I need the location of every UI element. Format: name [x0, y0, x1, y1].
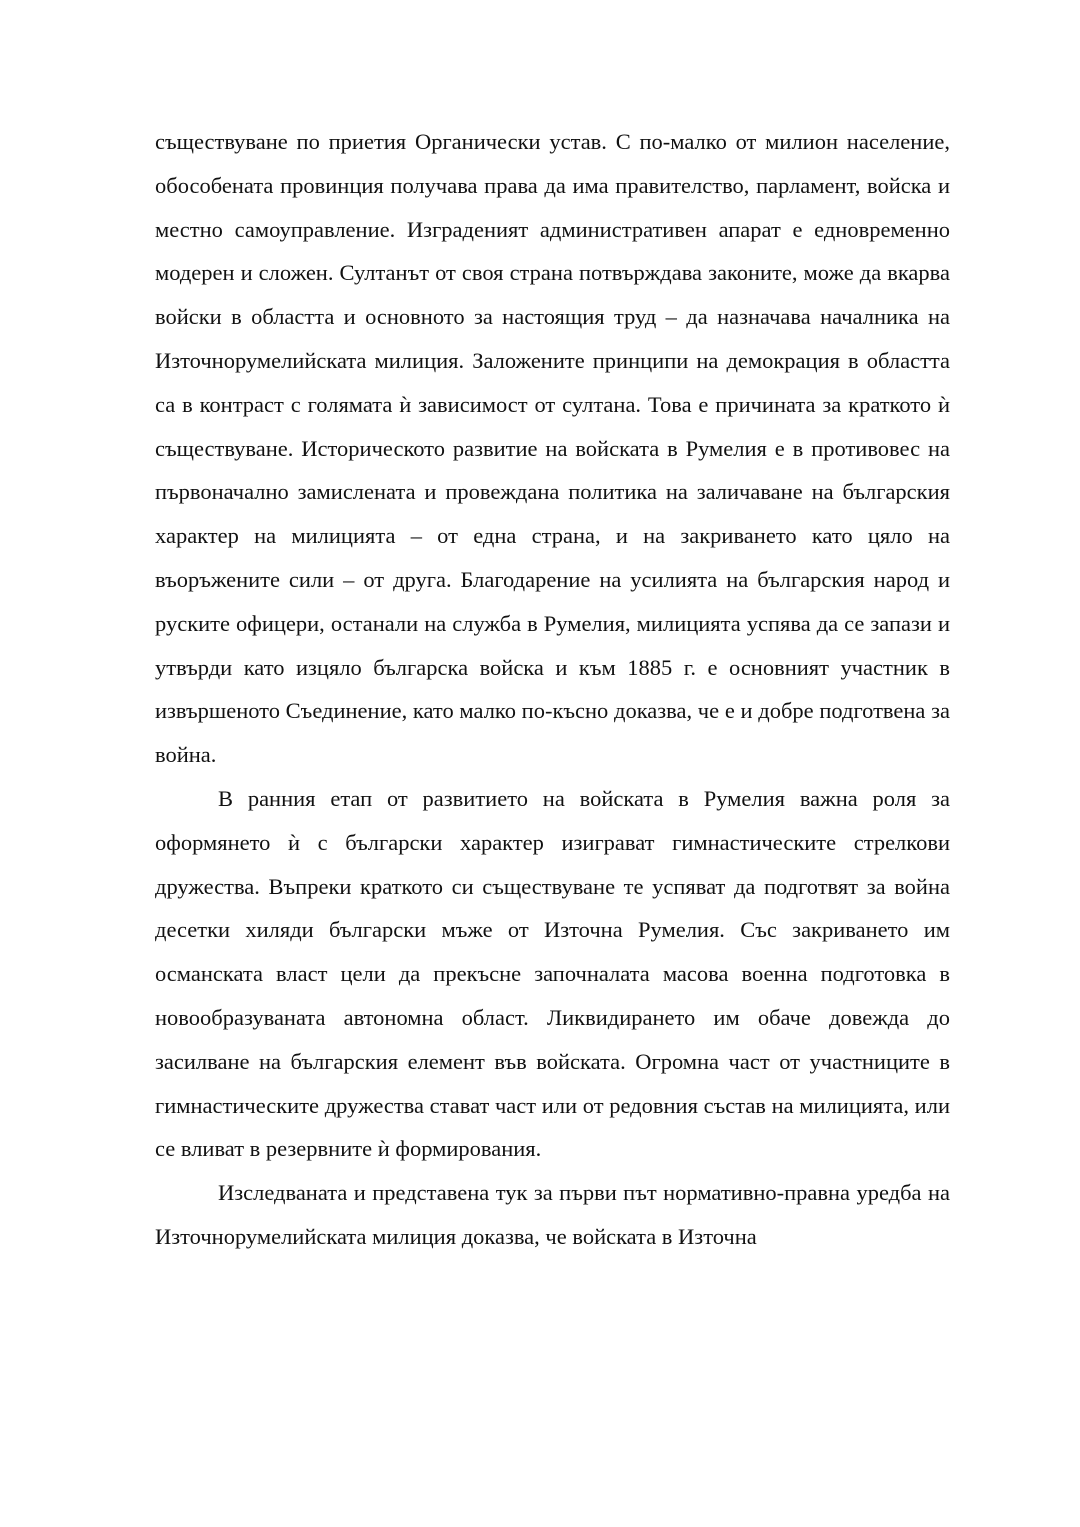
body-text: [155, 120, 950, 1259]
paragraph-1: съществуване по приетия Органически устав. С по-малко от милион население, обособената провинция получава права да има правителство, парламент, войска и местно самоуправление. Изграденият административен апарат е едновременно модерен и сложен. Султанът от своя страна потвърждава законите, може да вкарва войски в областта и основното за настоящия труд – да назначава началника на Източнорумелийската милиция. Заложените принципи на демокрация в областта са в контраст с голямата ѝ зависимост от султана. Това е причината за краткото ѝ съществуване. Историческото развитие на войската в Румелия е в противовес на първоначално замислената и провеждана политика на заличаване на българския характер на милицията – от една страна, и на закриването като цяло на въоръжените сили – от друга. Благодарение на усилията на българския народ и руските офицери, останали на служба в Румелия, милицията успява да се запази и утвърди като изцяло българска войска и към 1885 г. е основният участник в извършеното Съединение, като малко по-късно доказва, че е и добре подготвена за война.: [155, 129, 950, 768]
paragraph-3: Изследваната и представена тук за първи път нормативно-правна уредба на Източнорумелийската милиция доказва, че войската в Източна: [155, 1180, 950, 1249]
paragraph-2: В ранния етап от развитието на войската в Румелия важна роля за оформянето ѝ с български характер изиграват гимнастическите стрелкови дружества. Въпреки краткото си съществуване те успяват да подготвят за война десетки хиляди български мъже от Източна Румелия. Със закриването им османската власт цели да прекъсне започналата масова военна подготовка в новообразуваната автономна област. Ликвидирането им обаче довежда до засилване на българския елемент във войската. Огромна част от участниците в гимнастическите дружества стават част или от редовния състав на милицията, или се вливат в резервните ѝ формирования.: [155, 785, 950, 1162]
